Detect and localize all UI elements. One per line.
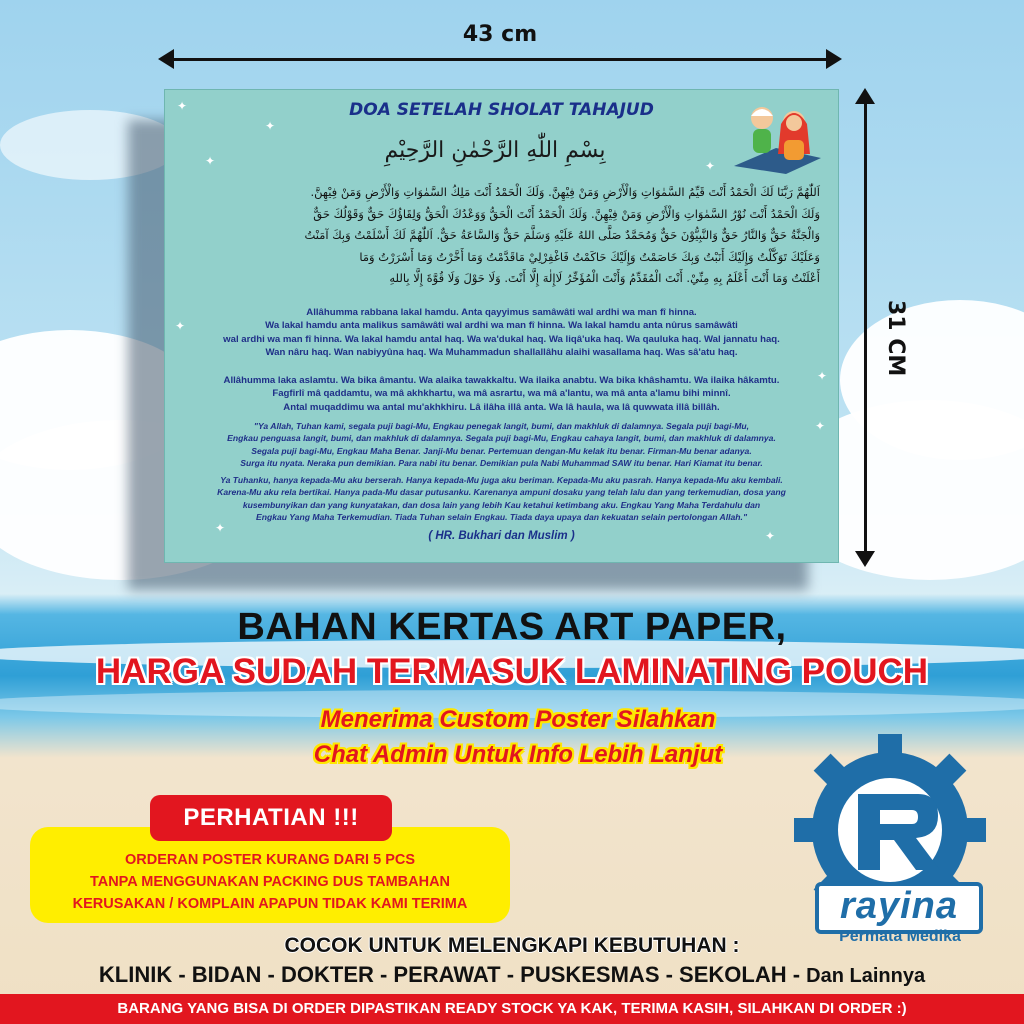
notice-line: KERUSAKAN / KOMPLAIN APAPUN TIDAK KAMI TERIMA	[72, 896, 468, 912]
width-arrow	[170, 58, 830, 61]
suitable-items: KLINIK - BIDAN - DOKTER - PERAWAT - PUSKESMAS - SEKOLAH -	[98, 962, 807, 987]
transliteration-block-2	[181, 374, 822, 414]
translation-block-2	[181, 474, 822, 523]
arabic-line: وَعَلَيْكَ تَوَكَّلْتُ وَإِلَيْكَ أَنَبْتُ وَبِكَ خَاصَمْتُ وَإِلَيْكَ حَاكَمْتُ فَاغْفِرْلِيْ مَاقَدَّمْتُ وَمَا أَخَّرْتُ وَمَا أَسْرَرْتُ وَمَا	[359, 249, 820, 264]
translation-line: Surga itu nyata. Neraka pun demikian. Para nabi itu benar. Demikian pula Nabi Muhammad SAW itu benar. Hari Kiamat itu benar.	[240, 457, 763, 468]
prayer-poster	[165, 90, 838, 562]
suitable-tail: Dan Lainnya	[806, 965, 926, 987]
arabic-line: وَلَكَ الْحَمْدُ أَنْتَ نُوْرُ السَّمٰوَاتِ وَالْأَرْضِ وَمَنْ فِيْهِنَّ. وَلَكَ الْحَمْدُ أَنْتَ الْحَقُّ وَوَعْدُكَ الْحَقُّ وَلِقَاؤُكَ حَقٌّ وَقَوْلُكَ حَقٌّ	[313, 206, 820, 221]
material-heading: BAHAN KERTAS ART PAPER,	[237, 606, 787, 648]
suitable-title: COCOK UNTUK MELENGKAPI KEBUTUHAN :	[284, 934, 740, 957]
width-label: 43 cm	[462, 22, 538, 47]
translation-line: Engkau penguasa langit, bumi, dan makhluk di dalamnya. Segala puji bagi-Mu, Engkau cahaya langit, bumi, dan makhluk di dalamnya.	[227, 433, 776, 444]
custom-poster-text: Menerima Custom Poster Silahkan	[320, 706, 716, 733]
transliteration-line: Wa lakal hamdu anta malikus samâwâti wal ardhi wa man fî hinna. Wa lakal hamdu anta nûrus samâwâti	[265, 320, 738, 332]
translation-line: Engkau Yang Maha Terkemudian. Tiada Tuhan selain Engkau. Tiada daya upaya dan kekuatan selain pertolongan Allah."	[255, 511, 748, 522]
logo-wordmark: rayina	[815, 882, 983, 934]
arabic-line: وَالْجَنَّةُ حَقٌّ وَالنَّارُ حَقٌّ وَالنَّبِيُّوْنَ حَقٌّ وَمُحَمَّدٌ صَلَّى اللهُ عَلَيْهِ وَسَلَّمَ حَقٌّ وَالسَّاعَةُ حَقٌّ. اَللّٰهُمَّ لَكَ أَسْلَمْتُ وَبِكَ آمَنْتُ	[304, 228, 820, 242]
translation-line: Segala puji bagi-Mu, Engkau Maha Benar. Janji-Mu benar. Pertemuan dengan-Mu kelak itu benar. Firman-Mu benar adanya.	[251, 445, 752, 456]
suitable-list	[0, 962, 1024, 988]
transliteration-line: Wan nâru haq. Wan nabiyyûna haq. Wa Muhammadun shallallâhu alaihi wasallama haq. Was sâ'atu haq.	[265, 347, 738, 359]
transliteration-line: Allâhumma rabbana lakal hamdu. Anta qayyimus samâwâti wal ardhi wa man fî hinna.	[306, 307, 697, 318]
star-icon: ✦	[205, 154, 216, 168]
hadith-source: ( HR. Bukhari dan Muslim )	[428, 530, 575, 542]
notice-line: ORDERAN POSTER KURANG DARI 5 PCS	[124, 852, 416, 868]
transliteration-line: Allâhumma laka aslamtu. Wa bika âmantu. Wa alaika tawakkaltu. Wa ilaika anabtu. Wa bika khâshamtu. Wa ilaika hâkamtu.	[223, 375, 780, 386]
translation-line: Karena-Mu aku rela bertikai. Hanya pada-Mu dasar putusanku. Karenanya ampuni dosaku yang telah lalu dan yang terkemudian, dosa yang	[217, 487, 786, 498]
transliteration-line: wal ardhi wa man fî hinna. Wa lakal hamdu antal haq. Wa wa'dukal haq. Wa liqâ'uka haq. Wa qauluka haq. Wal jannatu haq.	[223, 333, 780, 345]
logo-subtitle: Permata Medika	[839, 928, 961, 945]
star-icon: ✦	[215, 521, 226, 535]
height-label: 31 CM	[883, 300, 908, 377]
poster-title: DOA SETELAH SHOLAT TAHAJUD	[349, 100, 654, 120]
praying-children-icon	[726, 96, 826, 174]
notice-title: PERHATIAN !!!	[150, 795, 392, 841]
star-icon: ✦	[817, 369, 828, 383]
star-icon: ✦	[815, 419, 826, 433]
height-arrow	[864, 100, 867, 555]
arabic-line: أَعْلَنْتُ وَمَا أَنْتَ أَعْلَمُ بِهِ مِنِّيْ. أَنْتَ الْمُقَدِّمُ وَأَنْتَ الْمُؤَخِّرُ لَاإِلٰهَ إِلَّا أَنْتَ. وَلَا حَوْلَ وَلَا قُوَّةَ إِلَّا بِاللهِ	[389, 271, 820, 285]
arabic-line: اَللّٰهُمَّ رَبَّنَا لَكَ الْحَمْدُ أَنْتَ قَيِّمُ السَّمٰوَاتِ وَالْأَرْضِ وَمَنْ فِيْهِنَّ. وَلَكَ الْحَمْدُ أَنْتَ مَلِكُ السَّمٰوَاتِ وَالْأَرْضِ وَمَنْ فِيْهِنَّ.	[310, 185, 820, 199]
translation-block-1	[181, 420, 822, 469]
basmala: بِسْمِ اللّٰهِ الرَّحْمٰنِ الرَّحِيْمِ	[384, 138, 606, 163]
translation-line: "Ya Allah, Tuhan kami, segala puji bagi-Mu, Engkau penegak langit, bumi, dan makhluk di dalamnya. Segala puji bagi-Mu,	[253, 421, 750, 431]
star-icon: ✦	[175, 319, 186, 333]
star-icon: ✦	[705, 159, 716, 173]
star-icon: ✦	[177, 99, 188, 113]
translation-line: Ya Tuhanku, hanya kepada-Mu aku berserah. Hanya kepada-Mu juga aku beriman. Kepada-Mu aku pasrah. Hanya kepada-Mu aku kembali.	[220, 475, 783, 485]
arabic-prayer-text	[183, 182, 820, 290]
star-icon: ✦	[765, 529, 776, 543]
translation-line: kusembunyikan dan yang kunyatakan, dan dosa lain yang lebih Kau ketahui ketimbang aku. Engkau Yang Maha Terdahulu dan	[242, 499, 761, 510]
chat-admin-text: Chat Admin Untuk Info Lebih Lanjut	[313, 741, 723, 768]
price-heading: HARGA SUDAH TERMASUK LAMINATING POUCH	[95, 652, 929, 691]
transliteration-line: Fagfirlî mâ qaddamtu, wa mâ akhkhartu, wa mâ asrartu, wa mâ a'lantu, wa mâ anta a'lamu bihi minnî.	[272, 388, 731, 400]
transliteration-block-1	[181, 306, 822, 360]
star-icon: ✦	[265, 119, 276, 133]
footer-banner: BARANG YANG BISA DI ORDER DIPASTIKAN READY STOCK YA KAK, TERIMA KASIH, SILAHKAN DI ORDER :)	[0, 994, 1024, 1024]
notice-line: TANPA MENGGUNAKAN PACKING DUS TAMBAHAN	[89, 874, 451, 890]
transliteration-line: Antal muqaddimu wa antal mu'akhkhiru. Lâ ilâha illâ anta. Wa lâ haula, wa lâ quwwata illâ billâh.	[283, 401, 720, 413]
